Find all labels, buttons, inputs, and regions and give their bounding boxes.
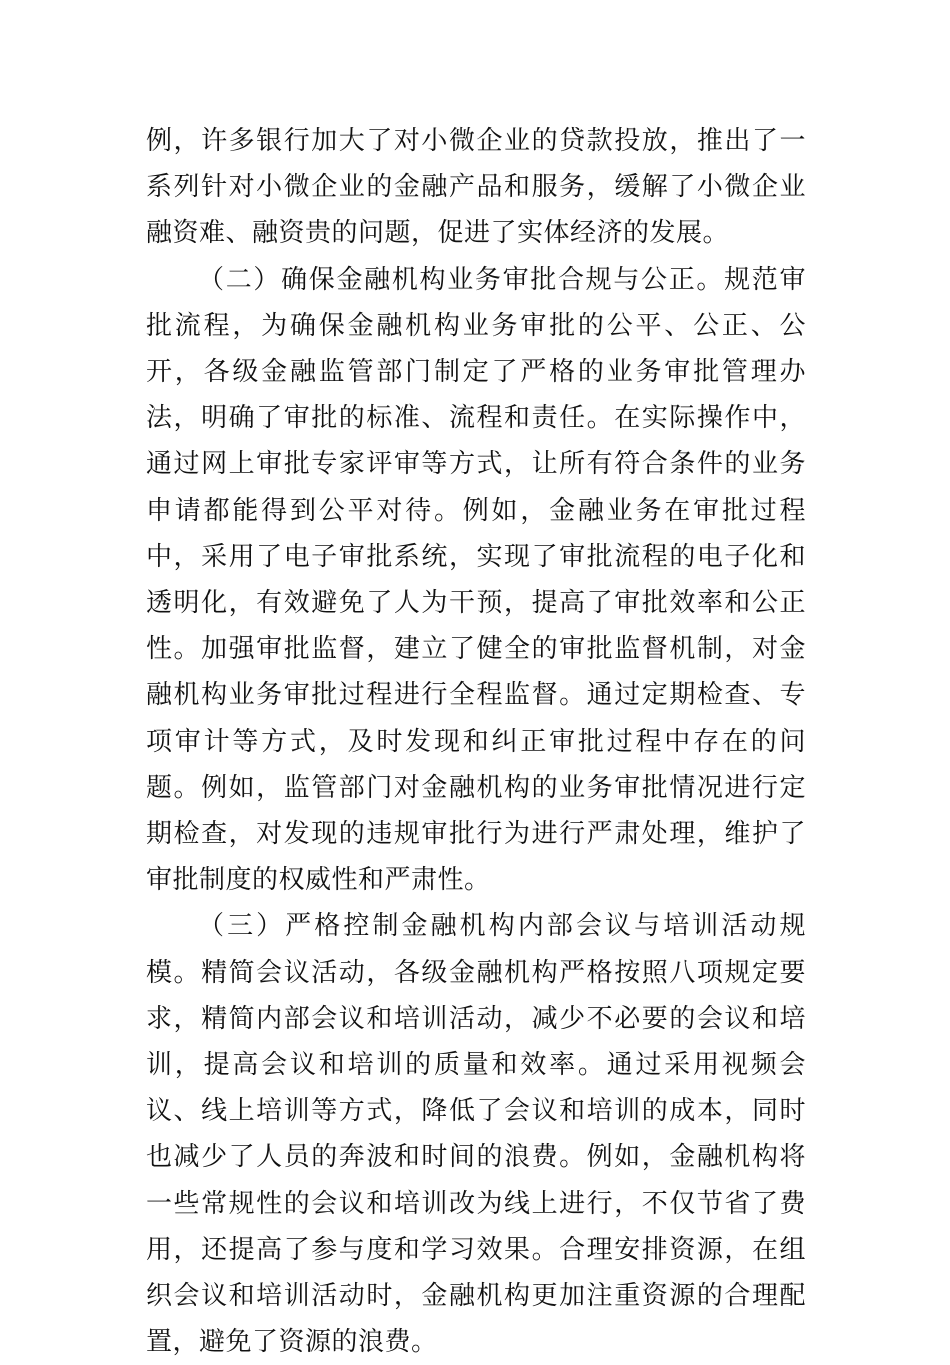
paragraph-continuation: 例，许多银行加大了对小微企业的贷款投放，推出了一系列针对小微企业的金融产品和服务，缓解了小微企业融资难、融资贵的问题，促进了实体经济的发展。 (146, 126, 806, 249)
paragraph-section-3: （三）严格控制金融机构内部会议与培训活动规模。精简会议活动，各级金融机构严格按照八项规定要求，精简内部会议和培训活动，减少不必要的会议和培训，提高会议和培训的质量和效率。通过采用视频会议、线上培训等方式，降低了会议和培训的成本，同时也减少了人员的奔波和时间的浪费。例如，金融机构将一些常规性的会议和培训改为线上进行，不仅节省了费用，还提高了参与度和学习效果。合理安排资源，在组织会议和培训活动时，金融机构更加注重资源的合理配置，避免了资源的浪费。 (146, 911, 806, 1358)
document-body (146, 118, 806, 1365)
paragraph-section-2: （二）确保金融机构业务审批合规与公正。规范审批流程，为确保金融机构业务审批的公平、公正、公开，各级金融监管部门制定了严格的业务审批管理办法，明确了审批的标准、流程和责任。在实际操作中，通过网上审批专家评审等方式，让所有符合条件的业务申请都能得到公平对待。例如，金融业务在审批过程中，采用了电子审批系统，实现了审批流程的电子化和透明化，有效避免了人为干预，提高了审批效率和公正性。加强审批监督，建立了健全的审批监督机制，对金融机构业务审批过程进行全程监督。通过定期检查、专项审计等方式，及时发现和纠正审批过程中存在的问题。例如，监管部门对金融机构的业务审批情况进行定期检查，对发现的违规审批行为进行严肃处理，维护了审批制度的权威性和严肃性。 (146, 264, 806, 896)
